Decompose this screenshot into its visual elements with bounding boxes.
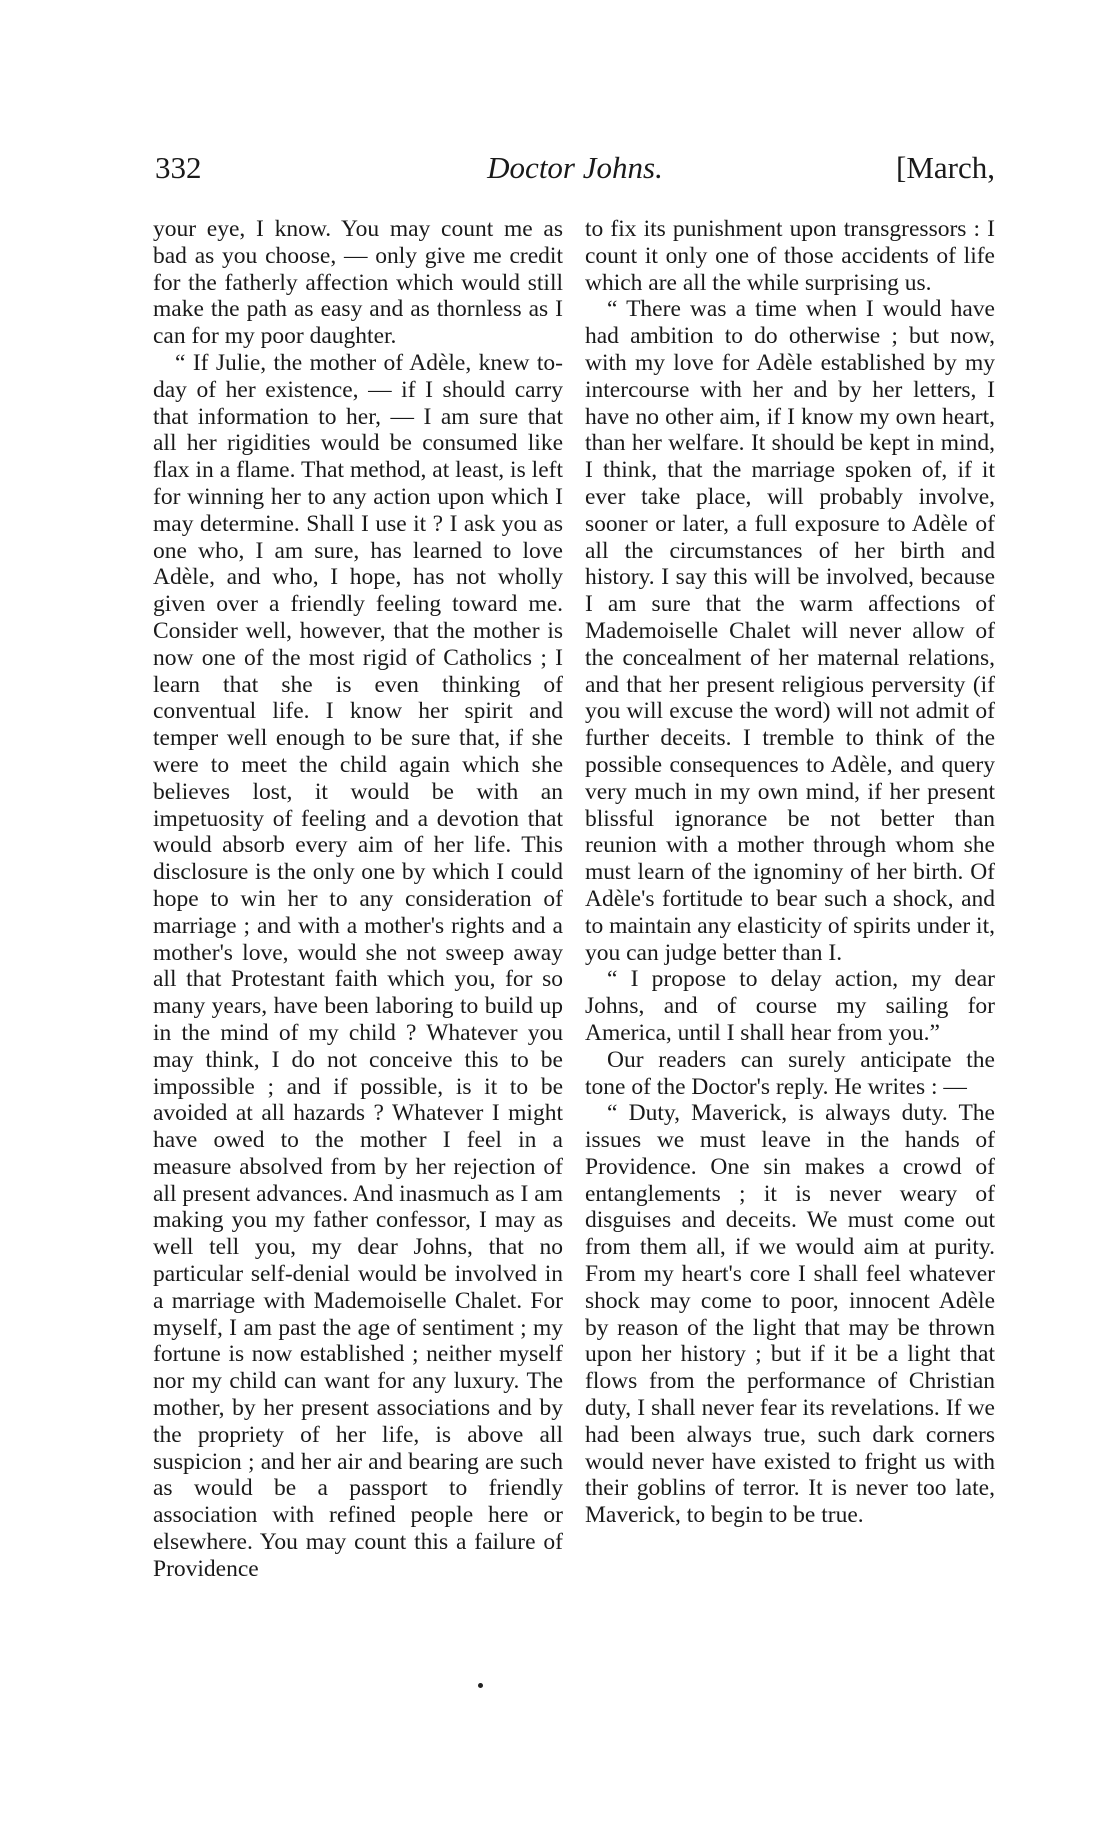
footer-mark <box>478 1683 483 1688</box>
right-column <box>585 216 995 1529</box>
paragraph: “ Duty, Maverick, is always duty. The issues we must leave in the hands of Providence. One sin makes a crowd of entanglements ; it is never weary of disguises and deceits. We must come out from them all, if we would aim at purity. From my heart's core I shall feel whatever shock may come to poor, innocent Adèle by reason of the light that may be thrown upon her history ; but if it be a light that flows from the performance of Christian duty, I shall never fear its revelations. If we had been always true, such dark corners would never have existed to fright us with their goblins of terror. It is never too late, Maverick, to begin to be true. <box>585 1100 995 1529</box>
paragraph: “ There was a time when I would have had ambition to do otherwise ; but now, with my love for Adèle established by my intercourse with her and by her letters, I have no other aim, if I know my own heart, than her welfare. It should be kept in mind, I think, that the marriage spoken of, if it ever take place, will probably involve, sooner or later, a full exposure to Adèle of all the circumstances of her birth and history. I say this will be involved, because I am sure that the warm affections of Mademoiselle Chalet will never allow of the concealment of her maternal relations, and that her present religious perversity (if you will excuse the word) will not admit of further deceits. I tremble to think of the possible consequences to Adèle, and query very much in my own mind, if her present blissful ignorance be not better than reunion with a mother through whom she must learn of the ignominy of her birth. Of Adèle's fortitude to bear such a shock, and to maintain any elasticity of spirits under it, you can judge better than I. <box>585 296 995 966</box>
running-title: Doctor Johns. <box>487 150 663 185</box>
paragraph: “ If Julie, the mother of Adèle, knew to-day of her existence, — if I should carry that information to her, — I am sure that all her rigidities would be consumed like flax in a flame. That method, at least, is left for winning her to any action upon which I may determine. Shall I use it ? I ask you as one who, I am sure, has learned to love Adèle, and who, I hope, has not wholly given over a friendly feeling toward me. Consider well, however, that the mother is now one of the most rigid of Catholics ; I learn that she is even thinking of conventual life. I know her spirit and temper well enough to be sure that, if she were to meet the child again which she believes lost, it would be with an impetuosity of feeling and a devotion that would absorb every aim of her life. This disclosure is the only one by which I could hope to win her to any consideration of marriage ; and with a mother's rights and a mother's love, would she not sweep away all that Protestant faith which you, for so many years, have been laboring to build up in the mind of my child ? Whatever you may think, I do not conceive this to be impossible ; and if possible, is it to be avoided at all hazards ? Whatever I might have owed to the mother I feel in a measure absolved from by her rejection of all present advances. And inasmuch as I am making you my father confessor, I may as well tell you, my dear Johns, that no particular self-denial would be involved in a marriage with Mademoiselle Chalet. For myself, I am past the age of sentiment ; my fortune is now established ; neither myself nor my child can want for any luxury. The mother, by her present associations and by the propriety of her life, is above all suspicion ; and her air and bearing are such as would be a passport to friendly association with refined people here or elsewhere. You may count this a failure of Providence <box>153 349 563 1582</box>
paragraph: Our readers can surely anticipate the tone of the Doctor's reply. He writes : — <box>585 1046 995 1100</box>
running-header <box>155 150 995 200</box>
running-date: [March, <box>896 150 995 185</box>
paragraph: “ I propose to delay action, my dear Johns, and of course my sailing for America, until I shall hear from you.” <box>585 966 995 1046</box>
page-number: 332 <box>155 150 202 185</box>
paragraph: to fix its punishment upon transgressors : I count it only one of those accidents of life which are all the while surprising us. <box>585 216 995 296</box>
paragraph: your eye, I know. You may count me as bad as you choose, — only give me credit for the fatherly affection which would still make the path as easy and as thornless as I can for my poor daughter. <box>153 216 563 350</box>
left-column <box>153 216 563 1583</box>
